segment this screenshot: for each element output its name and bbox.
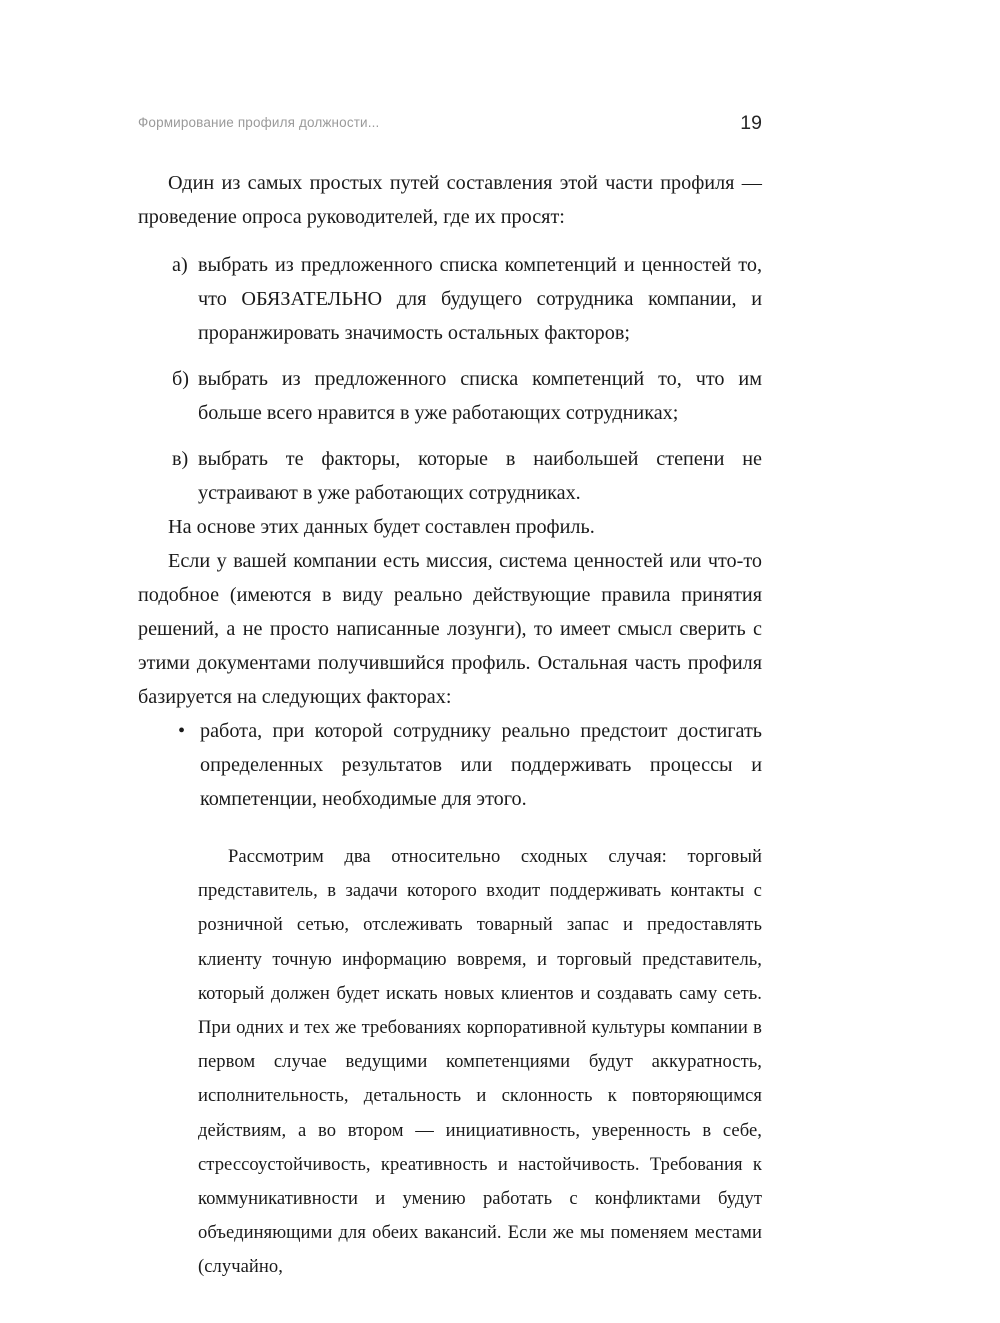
bullet-icon: •	[178, 720, 186, 742]
running-header-title: Формирование профиля должности...	[138, 115, 380, 130]
list-item-marker: а)	[172, 254, 188, 276]
paragraph-mission: Если у вашей компании есть миссия, система ценностей или что-то подобное (имеются в виду реально действующие правила принятия решений, а не просто написанные лозунги), то имеет смысл сверить с этими документами получившийся профиль. Остальная часть профиля базируется на следующих факторах:	[138, 550, 762, 708]
page-number: 19	[740, 112, 762, 134]
example-block	[198, 840, 762, 1285]
intro-paragraph: Один из самых простых путей составления этой части профиля — проведение опроса руководителей, где их просят:	[138, 172, 762, 228]
list-item-text: выбрать из предложенного списка компетенций то, что им больше всего нравится в уже работающих сотрудниках;	[198, 368, 762, 424]
bulleted-list	[138, 714, 762, 816]
running-header	[138, 112, 762, 138]
list-item	[138, 442, 762, 510]
lettered-list	[138, 248, 762, 510]
list-item	[138, 248, 762, 350]
text-column	[138, 166, 762, 1285]
list-item	[138, 714, 762, 816]
list-item-text: выбрать те факторы, которые в наибольшей степени не устраивают в уже работающих сотрудниках.	[198, 448, 762, 504]
list-item-marker: б)	[172, 368, 189, 390]
list-item	[138, 362, 762, 430]
paragraph-basis: На основе этих данных будет составлен профиль.	[168, 516, 595, 538]
list-item-text: работа, при которой сотруднику реально предстоит достигать определенных результатов или поддерживать процессы и компетенции, необходимые для этого.	[200, 720, 762, 810]
example-paragraph: Рассмотрим два относительно сходных случая: торговый представитель, в задачи которого входит поддерживать контакты с розничной сетью, отслеживать товарный запас и предоставлять клиенту точную информацию вовремя, и торговый представитель, который должен будет искать новых клиентов и создавать саму сеть. При одних и тех же требованиях корпоративной культуры компании в первом случае ведущими компетенциями будут аккуратность, исполнительность, детальность и склонность к повторяющимся действиям, а во втором — инициативность, уверенность в себе, стрессоустойчивость, креативность и настойчивость. Требования к коммуникативности и умению работать с конфликтами будут объединяющими для обеих вакансий. Если же мы поменяем местами (случайно,	[198, 846, 762, 1278]
list-item-text: выбрать из предложенного списка компетенций и ценностей то, что ОБЯЗАТЕЛЬНО для будущего сотрудника компании, и проранжировать значимость остальных факторов;	[198, 254, 762, 344]
list-item-marker: в)	[172, 448, 189, 470]
